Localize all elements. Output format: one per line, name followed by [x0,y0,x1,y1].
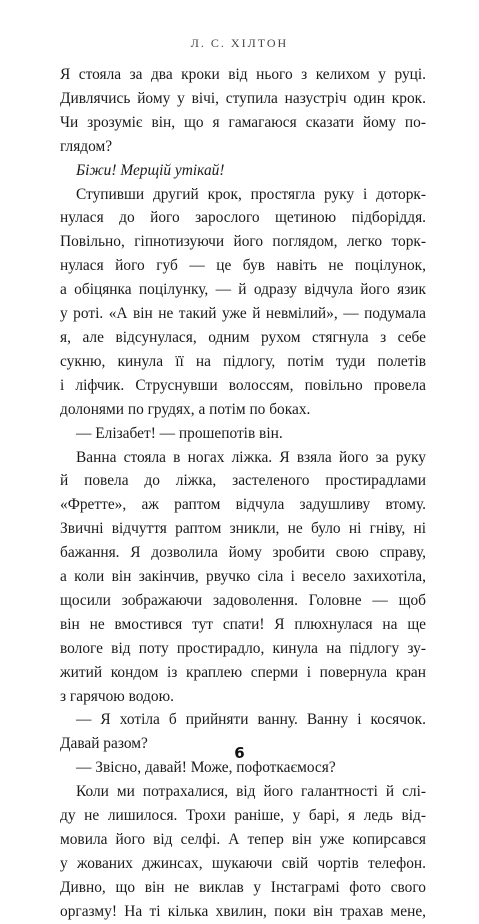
text-line: нулася до його зарослого щетиною підборіддя. [60,209,426,227]
text-line: долонями по грудях, а потім по боках. [60,400,311,418]
text-line: Звичні відчуття раптом зникли, не було ні гніву, ні [60,520,426,538]
text-line: сукню, кинула її на підлогу, потім туди полетів [60,352,426,370]
text-line: нулася його губ — це був навіть не поцілунок, [60,257,426,275]
text-line: Коли ми потрахалися, від його галантності й слі- [76,783,426,801]
text-line: — Я хотіла б прийняти ванну. Ванну і косячок. [76,711,426,729]
text-line: Дивлячись йому у вічі, ступила назустріч один крок. [60,89,426,107]
text-line: Ванна стояла в ногах ліжка. Я взяла його за руку [76,448,426,466]
text-line: Біжи! Мерщій утікай! [76,161,225,179]
text-line: і ліфчик. Струснувши волоссям, повільно провела [60,376,426,394]
text-line: з гарячою водою. [60,687,174,705]
text-line: щосили зображаючи задоволення. Головне — щоб [60,591,426,609]
text-line: оргазму! На ті кілька хвилин, поки він трахав мене, [60,902,426,920]
text-line: Я стояла за два кроки від нього з келихом у руці. [60,66,426,83]
text-line: а коли він закінчив, рвучко сіла і весело захихотіла, [60,568,426,586]
text-line: Ступивши другий крок, простягла руку і доторк- [76,185,426,203]
text-line: у роті. «А він не такий уже й невмілий», — подумала [60,305,426,323]
text-line: у жованих джинсах, шукаючи свій чортів телефон. [60,854,426,872]
text-line: Чи зрозуміє він, що я гамагаюся сказати йому по- [60,113,426,131]
text-line: а обіцянка поцілунку, — й одразу відчула його язик [60,281,426,299]
text-line: Повільно, гіпнотизуючи його поглядом, легко торк- [60,233,426,251]
text-line: — Елізабет! — прошепотів він. [76,424,283,442]
text-line: — Звісно, давай! Може, пофоткаємося? [76,759,336,777]
text-line: «Фретте», аж раптом відчула задушливу втому. [60,496,426,514]
text-line: житий кондом із краплею сперми і повернула кран [60,663,426,681]
body-text [60,63,426,924]
text-line: ду не лишилося. Трохи раніше, у барі, я ледь від- [60,807,426,825]
text-line: глядом? [60,137,113,155]
text-line: бажання. Я дозволила йому зробити свою справу, [60,544,426,562]
running-head: Л. С. ХІЛТОН [190,36,289,50]
text-line: Дивно, що він не виклав у Інстаграмі фото свого [60,878,426,896]
text-line: він не вмостився тут спати! Я плюхнулася на ще [60,615,426,633]
text-line: вологе від поту простирадло, кинула на підлогу зу- [60,639,426,657]
text-line: й повела до ліжка, застеленого простирадлами [60,472,426,490]
page-number: 6 [234,744,245,762]
text-line: я, але відсунулася, одним рухом стягнула з себе [60,328,426,346]
text-line: мовила його від селфі. А тепер він уже копирсався [60,831,426,848]
text-line: Давай разом? [60,735,148,753]
